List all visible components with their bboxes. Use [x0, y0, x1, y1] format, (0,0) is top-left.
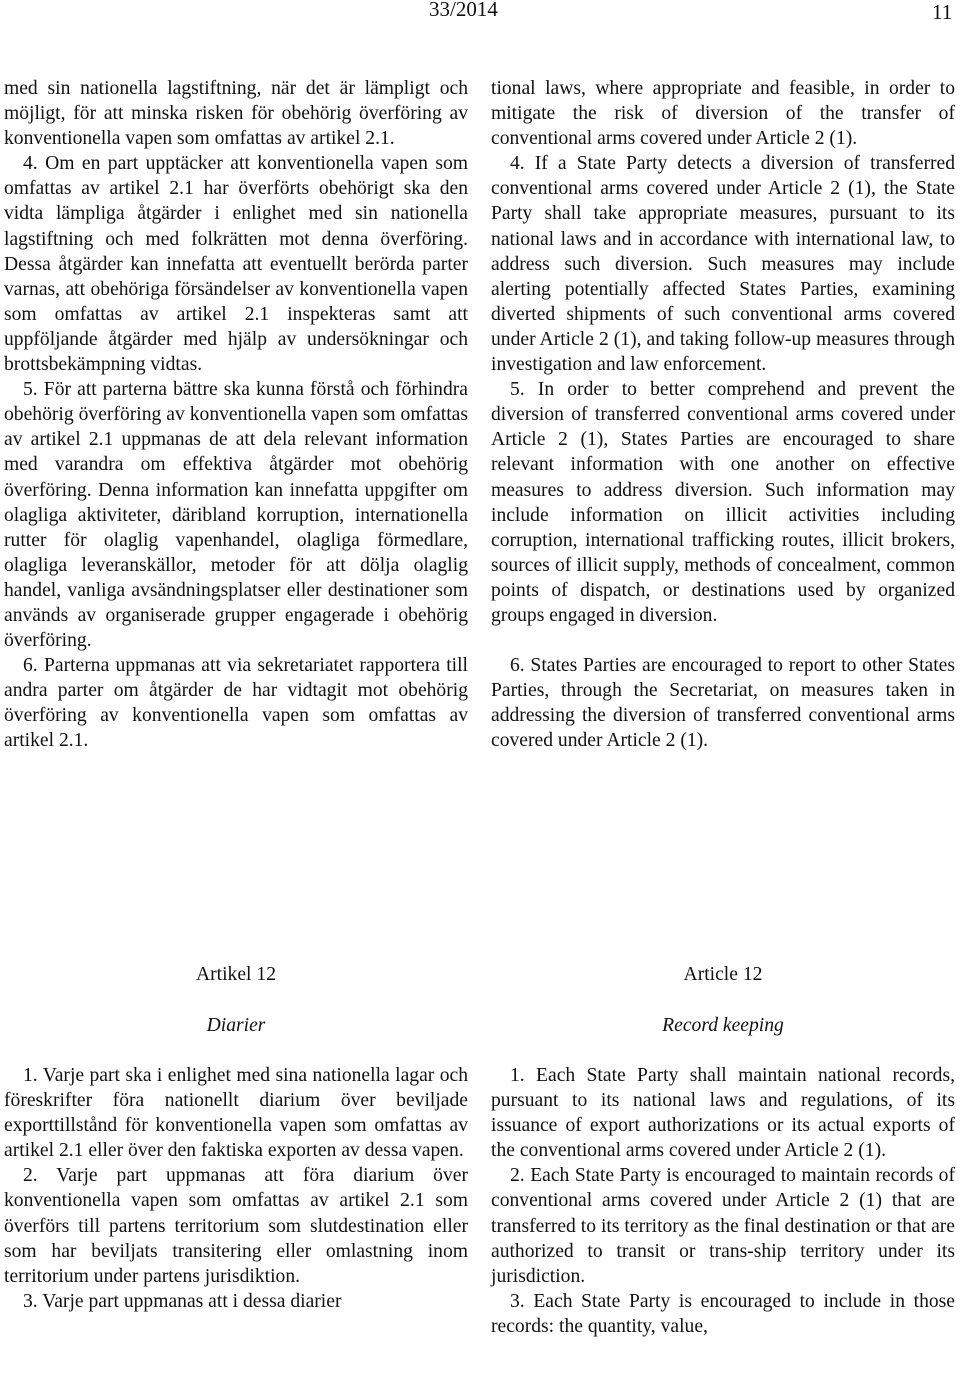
paragraph: 5. För att parterna bättre ska kunna förstå och förhindra obehörig överföring av konventionella vapen som omfattas av artikel 2.1 uppmanas de att dela relevant information med varandra om effektiva åtgärder mot obehörig överföring. Denna information kan innefatta uppgifter om olagliga aktiviteter, däribland korruption, internationella rutter för olaglig vapenhandel, olagliga förmedlare, olagliga leveranskällor, metoder för att dölja olaglig handel, vanliga avsändningsplatser eller destinationer som används av organiserade grupper engagerade i obehörig överföring. [4, 379, 468, 652]
paragraph: 5. In order to better comprehend and prevent the diversion of transferred conventional arms covered under Article 2 (1), States Parties are encouraged to share relevant information with one another on effective measures to address diversion. Such information may include information on illicit activities including corruption, international trafficking routes, illicit brokers, sources of illicit supply, methods of concealment, common points of dispatch, or destinations used by organized groups engaged in diversion. [491, 379, 955, 626]
paragraph: tional laws, where appropriate and feasible, in order to mitigate the risk of diversion of the transfer of conventional arms covered under Article 2 (1). [491, 78, 955, 150]
paragraph: 6. States Parties are encouraged to report to other States Parties, through the Secretariat, on measures taken in addressing the diversion of transferred conventional arms covered under Article 2 (1). [491, 655, 955, 752]
paragraph: 4. If a State Party detects a diversion of transferred conventional arms covered under Article 2 (1), the State Party shall take appropriate measures, pursuant to its national laws and in accordance with international law, to address such diversion. Such measures may include alerting potentially affected States Parties, examining diverted shipments of such conventional arms covered under Article 2 (1), and taking follow-up measures through investigation and law enforcement. [491, 153, 955, 376]
article-subtitle: Record keeping [662, 1015, 784, 1036]
paragraph: 3. Varje part uppmanas att i dessa diarier [23, 1290, 342, 1312]
paragraph: 4. Om en part upptäcker att konventionella vapen som omfattas av artikel 2.1 har överförts obehörigt ska den vidta lämpliga åtgärder i enlighet med sin nationella lagstiftning och med folkrätten mot denna överföring. Dessa åtgärder kan innefatta att eventuellt berörda parter varnas, att obehöriga försändelser av konventionella vapen som omfattas av artikel 2.1 inspekteras samt att uppföljande åtgärder med hjälp av undersökningar och brottsbekämpning vidtas. [4, 153, 468, 376]
english-column-top [491, 76, 955, 753]
english-column-bottom [491, 1063, 955, 1339]
paragraph: 2. Each State Party is encouraged to maintain records of conventional arms covered under Article 2 (1) that are transferred to its territory as the final destination or that are authorized to transit or trans-ship territory under its jurisdiction. [491, 1165, 955, 1287]
paragraph: 6. Parterna uppmanas att via sekretariatet rapportera till andra parter om åtgärder de har vidtagit mot obehörig överföring av konventionella vapen som omfattas av artikel 2.1. [4, 655, 468, 752]
article-subtitle: Diarier [206, 1015, 266, 1036]
article-title: Artikel 12 [196, 964, 276, 985]
article-title: Article 12 [683, 964, 763, 985]
paragraph: 2. Varje part uppmanas att föra diarium över konventionella vapen som omfattas av artikel 2.1 som överförs till partens territorium som slutdestination eller som har beviljats transitering eller omlastning inom territorium under partens jurisdiktion. [4, 1165, 468, 1287]
paragraph: 1. Varje part ska i enlighet med sina nationella lagar och föreskrifter föra nationellt diarium över beviljade exporttillstånd för konventionella vapen som omfattas av artikel 2.1 eller över den faktiska exporten av dessa vapen. [4, 1065, 468, 1162]
swedish-column-bottom [4, 1063, 468, 1314]
issue-number: 33/2014 [429, 0, 498, 21]
paragraph: 3. Each State Party is encouraged to include in those records: the quantity, value, [491, 1290, 955, 1337]
page-header [0, 0, 960, 24]
paragraph: med sin nationella lagstiftning, när det är lämpligt och möjligt, för att minska risken för obehörig överföring av konventionella vapen som omfattas av artikel 2.1. [4, 78, 468, 150]
swedish-column-top [4, 76, 468, 754]
paragraph: 1. Each State Party shall maintain national records, pursuant to its national laws and regulations, of its issuance of export authorizations or its actual exports of the conventional arms covered under Article 2 (1). [491, 1065, 955, 1162]
page-number: 11 [932, 0, 953, 24]
